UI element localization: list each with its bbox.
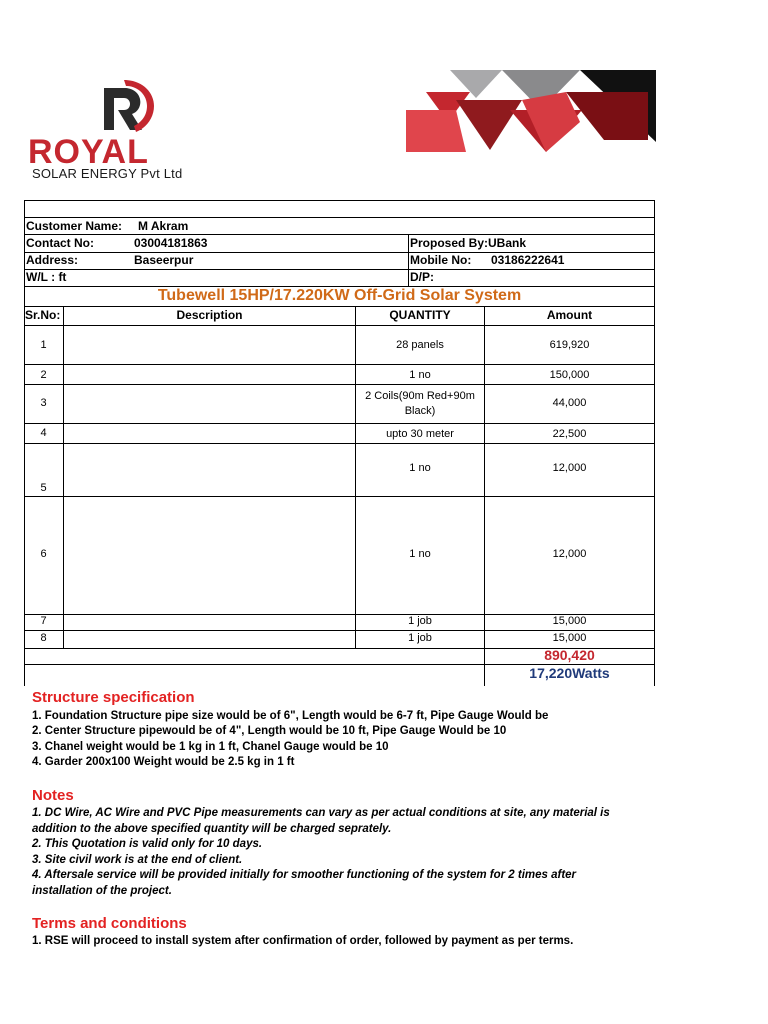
total-amount: 890,420 — [544, 647, 595, 663]
mobile-value: 03186222641 — [491, 253, 565, 267]
row-1-amount: 619,920 — [549, 339, 590, 351]
row-5-amount: 12,000 — [552, 462, 587, 474]
row-4-qty: upto 30 meter — [386, 428, 454, 440]
structure-line-4: 4. Garder 200x100 Weight would be 2.5 kg in 1 ft — [32, 756, 295, 768]
structure-title: Structure specification — [32, 689, 195, 706]
row-3-qty: 2 Coils(90m Red+90m Black) — [365, 390, 475, 417]
proposed-by: Proposed By:UBank — [410, 236, 527, 250]
terms-title: Terms and conditions — [32, 915, 187, 932]
notes-line-6: installation of the project. — [32, 885, 172, 897]
row-3-srno: 3 — [40, 397, 47, 409]
header-amount: Amount — [546, 308, 593, 322]
row-6-amount: 12,000 — [552, 548, 587, 560]
customer-name-value: M Akram — [138, 219, 189, 233]
system-title: Tubewell 15HP/17.220KW Off-Grid Solar System — [157, 287, 522, 304]
row-8-srno: 8 — [40, 632, 47, 644]
notes-line-3: 2. This Quotation is valid only for 10 days. — [32, 838, 263, 850]
row-1-qty: 28 panels — [396, 339, 444, 351]
contact-value: 03004181863 — [134, 236, 208, 250]
contact-label: Contact No: — [26, 236, 94, 250]
row-6-qty: 1 no — [409, 548, 431, 560]
header-srno: Sr.No: — [25, 308, 61, 322]
notes-line-4: 3. Site civil work is at the end of client. — [32, 854, 243, 866]
company-name: ROYAL — [28, 133, 149, 171]
row-7-qty: 1 job — [408, 615, 432, 627]
royal-r-logo-icon — [94, 78, 156, 136]
address-value: Baseerpur — [134, 253, 194, 267]
notes-title: Notes — [32, 787, 74, 804]
row-2-qty: 1 no — [409, 369, 431, 381]
company-subtitle: SOLAR ENERGY Pvt Ltd — [32, 166, 183, 181]
header-quantity: QUANTITY — [389, 308, 451, 322]
company-logo — [28, 78, 218, 188]
row-8-amount: 15,000 — [552, 632, 587, 644]
row-4-srno: 4 — [40, 427, 47, 439]
row-6-srno: 6 — [40, 548, 47, 560]
total-watts: 17,220Watts — [529, 665, 610, 681]
structure-line-1: 1. Foundation Structure pipe size would be of 6", Length would be 6-7 ft, Pipe Gauge Would be — [32, 710, 549, 722]
row-7-amount: 15,000 — [552, 615, 587, 627]
row-4-amount: 22,500 — [552, 428, 587, 440]
structure-line-3: 3. Chanel weight would be 1 kg in 1 ft, Chanel Gauge would be 10 — [32, 741, 389, 753]
customer-name-label: Customer Name: — [26, 219, 123, 233]
row-2-amount: 150,000 — [549, 369, 590, 381]
notes-line-5: 4. Aftersale service will be provided initially for smoother functioning of the system for 2 times after — [32, 869, 577, 881]
notes-line-2: addition to the above specified quantity will be charged seprately. — [32, 823, 392, 835]
row-5-qty: 1 no — [409, 462, 431, 474]
notes-line-1: 1. DC Wire, AC Wire and PVC Pipe measurements can vary as per actual conditions at site, any material is — [32, 807, 610, 819]
row-7-srno: 7 — [40, 615, 47, 627]
dp-label: D/P: — [410, 270, 434, 284]
address-label: Address: — [26, 253, 79, 267]
mobile-label: Mobile No: — [410, 253, 472, 267]
structure-line-2: 2. Center Structure pipewould be of 4", Length would be 10 ft, Pipe Gauge Would be 10 — [32, 725, 507, 737]
row-3-amount: 44,000 — [552, 397, 587, 409]
header-description: Description — [176, 308, 243, 322]
wl-label: W/L : ft — [26, 270, 67, 284]
row-5-srno: 5 — [40, 482, 47, 494]
row-1-srno: 1 — [40, 339, 47, 351]
row-2-srno: 2 — [40, 369, 47, 381]
decorative-banner-graphic — [404, 70, 656, 152]
row-8-qty: 1 job — [408, 632, 432, 644]
terms-line-1: 1. RSE will proceed to install system after confirmation of order, followed by payment as per terms. — [32, 935, 574, 947]
